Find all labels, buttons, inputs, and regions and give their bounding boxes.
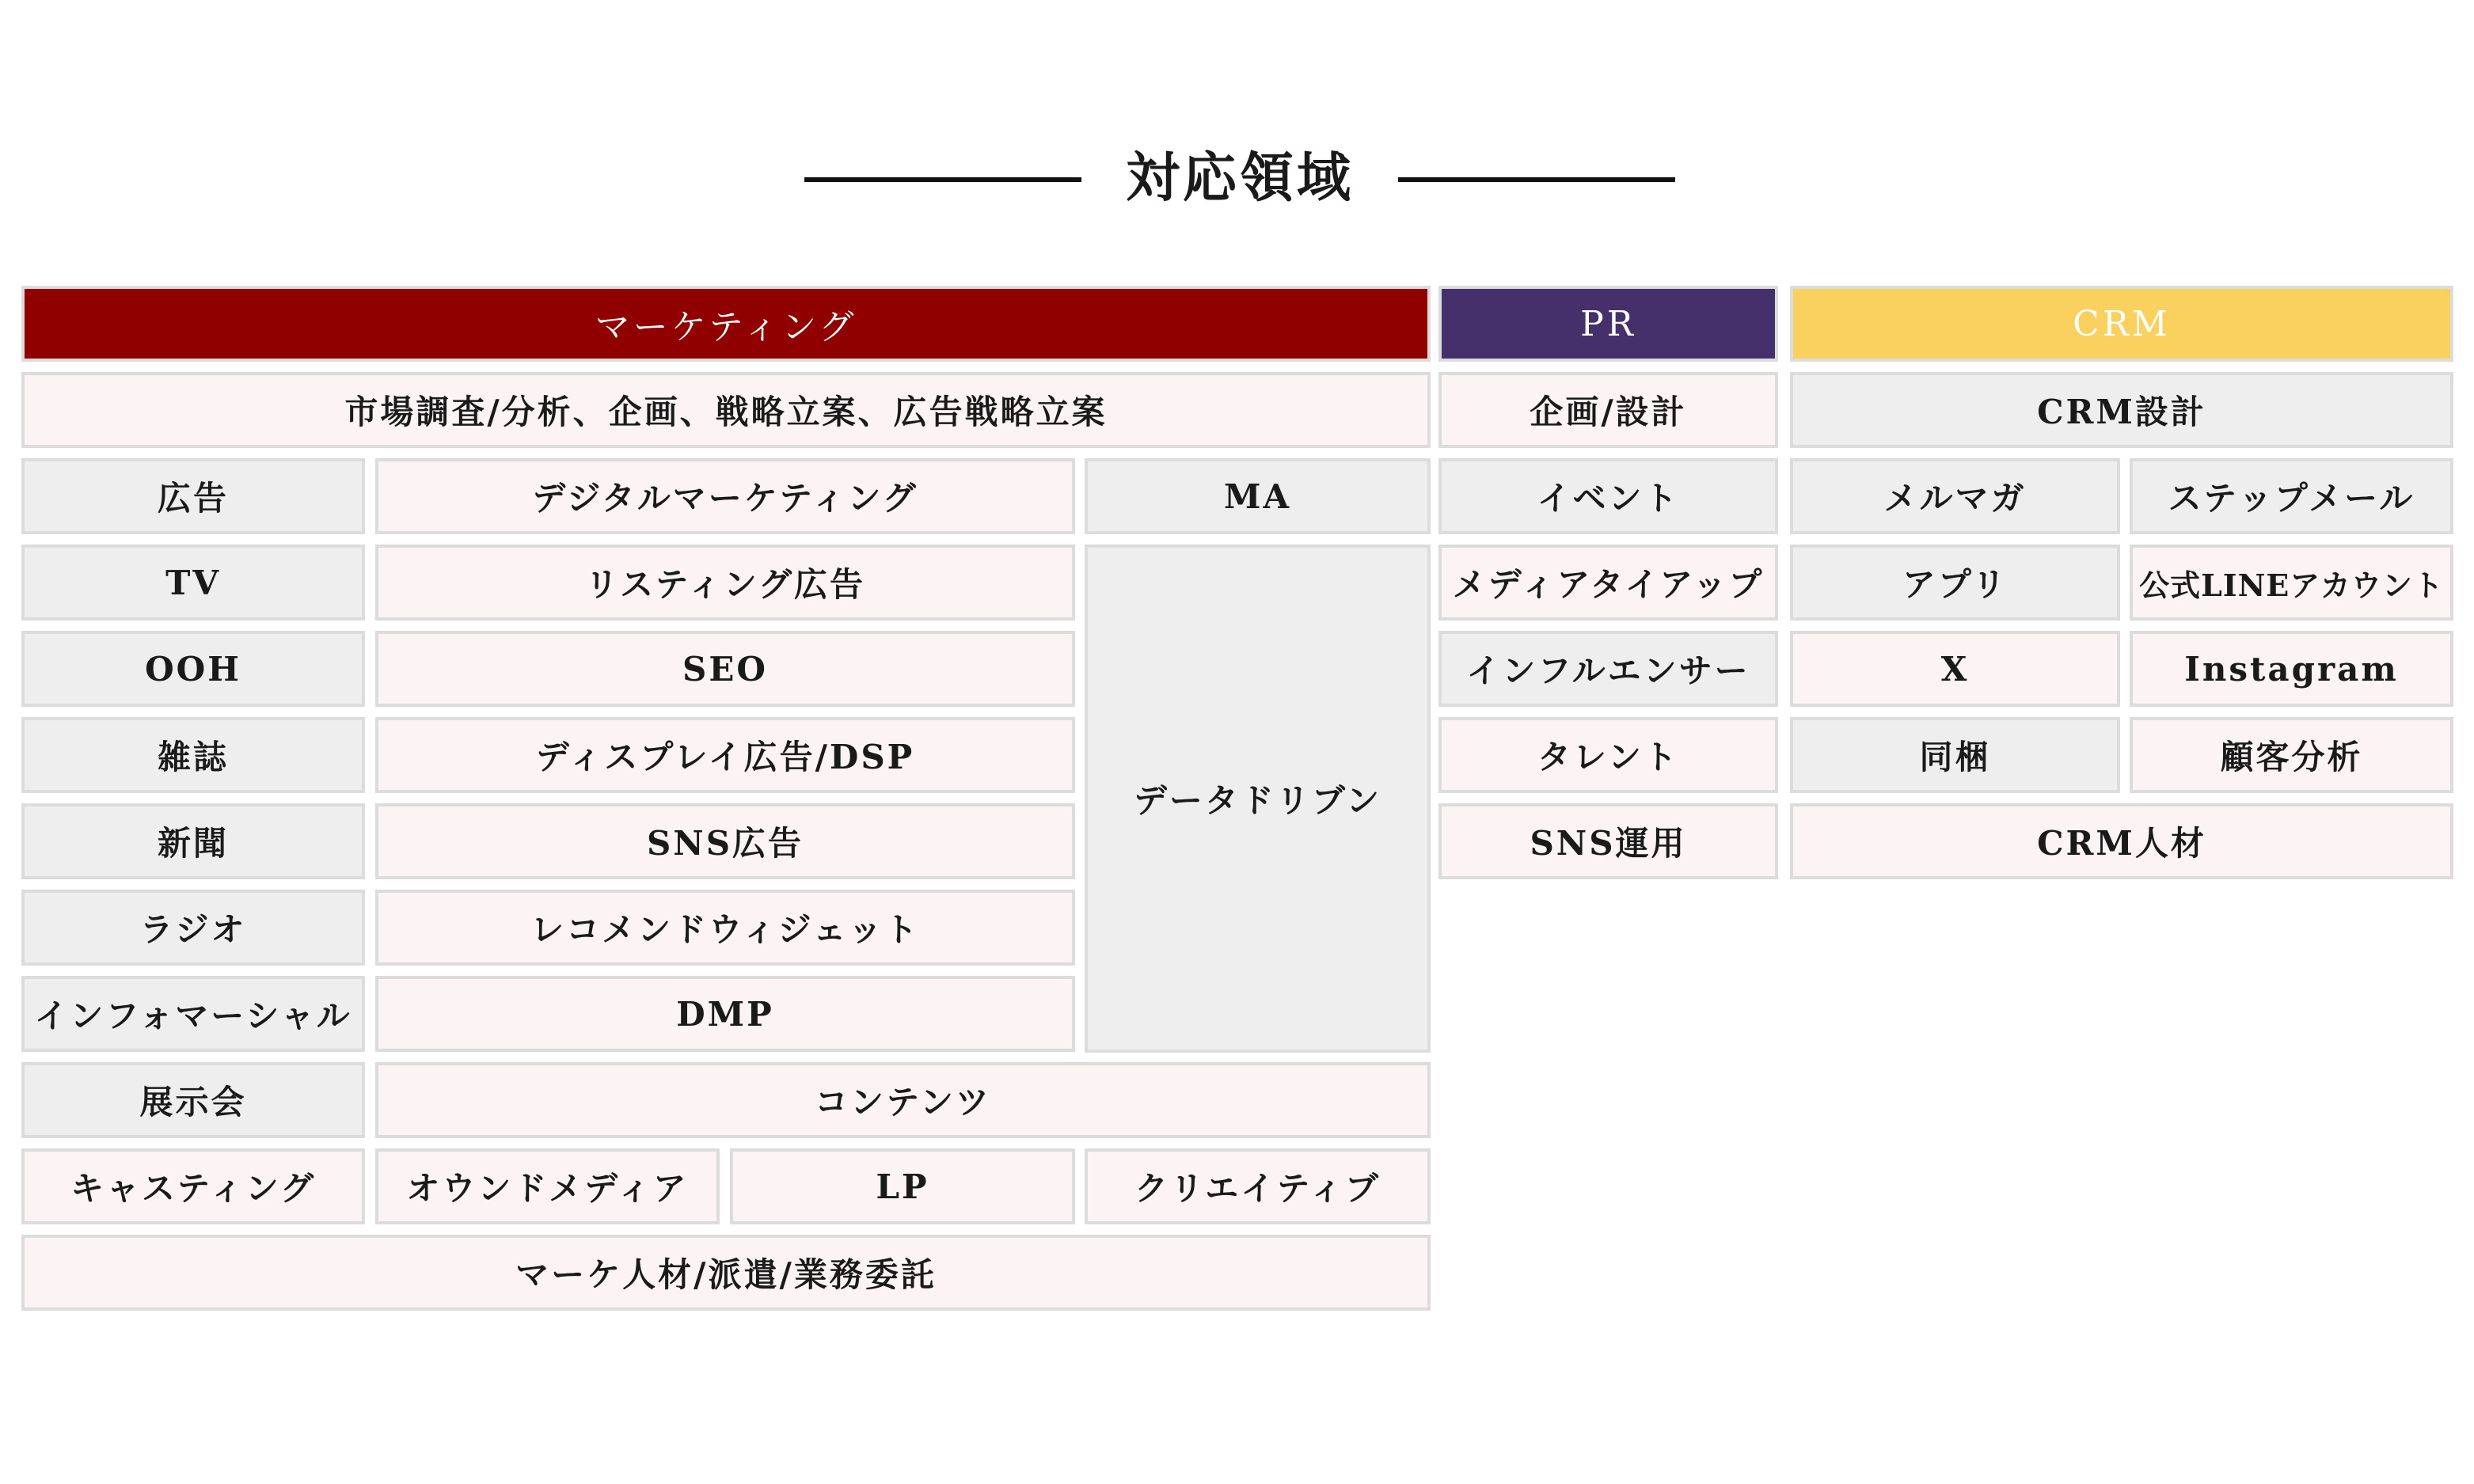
pr-item-cell: イベント — [1438, 458, 1778, 534]
pr-item-cell: 企画/設計 — [1438, 372, 1778, 448]
marketing-overview-cell: 市場調査/分析、企画、戦略立案、広告戦略立案 — [21, 372, 1431, 448]
digital-group-header: デジタルマーケティング — [375, 458, 1075, 534]
crm-design-cell: CRM設計 — [1790, 372, 2453, 448]
ma-group-header: MA — [1085, 458, 1431, 534]
digital-item-cell: DMP — [375, 976, 1075, 1052]
ad-item-cell: 雑誌 — [21, 717, 365, 793]
crm-channel-cell: Instagram — [2130, 631, 2453, 707]
crm-channel-cell: アプリ — [1790, 545, 2120, 621]
ad-item-cell: 展示会 — [21, 1062, 365, 1138]
header-crm: CRM — [1790, 286, 2453, 362]
pr-item-cell: タレント — [1438, 717, 1778, 793]
title-divider-left — [804, 177, 1081, 182]
ad-item-cell: インフォマーシャル — [21, 976, 365, 1052]
section-title-row — [0, 142, 2474, 214]
ad-group-header: 広告 — [21, 458, 365, 534]
bottom-row-cell: LP — [730, 1148, 1075, 1224]
crm-channel-cell: 顧客分析 — [2130, 717, 2453, 793]
ad-item-cell: 新聞 — [21, 803, 365, 879]
digital-item-cell: リスティング広告 — [375, 545, 1075, 621]
bottom-row-cell: オウンドメディア — [375, 1148, 720, 1224]
ad-item-cell: ラジオ — [21, 890, 365, 966]
staffing-cell: マーケ人材/派遣/業務委託 — [21, 1235, 1431, 1311]
digital-item-cell: SNS広告 — [375, 803, 1075, 879]
pr-item-cell: メディアタイアップ — [1438, 545, 1778, 621]
crm-channel-cell: X — [1790, 631, 2120, 707]
crm-channel-cell: 公式LINEアカウント — [2130, 545, 2453, 621]
ad-item-cell: OOH — [21, 631, 365, 707]
crm-channel-cell: ステップメール — [2130, 458, 2453, 534]
crm-channel-cell: 同梱 — [1790, 717, 2120, 793]
bottom-row-cell: キャスティング — [21, 1148, 365, 1224]
contents-cell: コンテンツ — [375, 1062, 1431, 1138]
digital-item-cell: レコメンドウィジェット — [375, 890, 1075, 966]
page-title: 対応領域 — [1125, 146, 1354, 210]
pr-item-cell: SNS運用 — [1438, 803, 1778, 879]
bottom-row-cell: クリエイティブ — [1085, 1148, 1431, 1224]
pr-item-cell: インフルエンサー — [1438, 631, 1778, 707]
digital-item-cell: ディスプレイ広告/DSP — [375, 717, 1075, 793]
header-pr: PR — [1438, 286, 1778, 362]
ma-data-driven-cell: データドリブン — [1085, 545, 1431, 1053]
ad-item-cell: TV — [21, 545, 365, 621]
crm-channel-cell: メルマガ — [1790, 458, 2120, 534]
digital-item-cell: SEO — [375, 631, 1075, 707]
crm-talent-cell: CRM人材 — [1790, 803, 2453, 879]
header-marketing: マーケティング — [21, 286, 1431, 362]
title-divider-right — [1398, 177, 1675, 182]
